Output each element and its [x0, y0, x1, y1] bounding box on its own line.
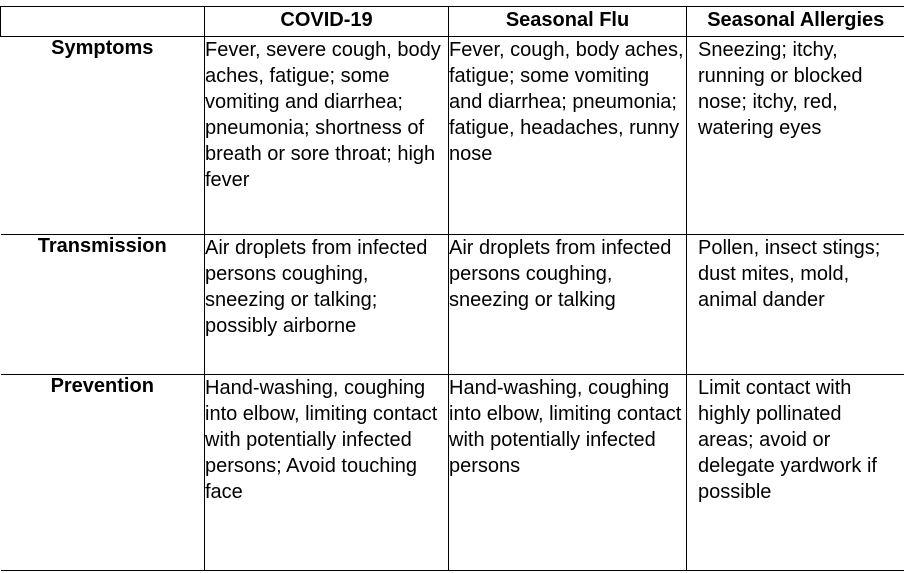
column-header-covid: COVID-19	[205, 7, 449, 37]
table-row-prevention	[1, 375, 904, 571]
corner-cell	[1, 7, 205, 37]
cell-prevention-flu: Hand-washing, coughing into elbow, limiting contact with potentially infected persons	[449, 375, 687, 571]
header-row	[1, 7, 904, 37]
row-header-prevention: Prevention	[1, 375, 205, 571]
cell-transmission-allergies: Pollen, insect stings; dust mites, mold, animal dander	[687, 235, 904, 375]
column-header-flu: Seasonal Flu	[449, 7, 687, 37]
table-row-transmission	[1, 235, 904, 375]
column-header-allergies: Seasonal Allergies	[687, 7, 904, 37]
row-header-symptoms: Symptoms	[1, 37, 205, 235]
row-header-transmission: Transmission	[1, 235, 205, 375]
cell-prevention-covid: Hand-washing, coughing into elbow, limiting contact with potentially infected persons; Avoid touching face	[205, 375, 449, 571]
cell-prevention-allergies: Limit contact with highly pollinated areas; avoid or delegate yardwork if possible	[687, 375, 904, 571]
cell-transmission-flu: Air droplets from infected persons coughing, sneezing or talking	[449, 235, 687, 375]
table-row-symptoms	[1, 37, 904, 235]
cell-symptoms-flu: Fever, cough, body aches, fatigue; some vomiting and diarrhea; pneumonia; fatigue, headaches, runny nose	[449, 37, 687, 235]
comparison-table	[0, 6, 904, 571]
cell-symptoms-covid: Fever, severe cough, body aches, fatigue; some vomiting and diarrhea; pneumonia; shortness of breath or sore throat; high fever	[205, 37, 449, 235]
cell-transmission-covid: Air droplets from infected persons coughing, sneezing or talking; possibly airborne	[205, 235, 449, 375]
cell-symptoms-allergies: Sneezing; itchy, running or blocked nose; itchy, red, watering eyes	[687, 37, 904, 235]
